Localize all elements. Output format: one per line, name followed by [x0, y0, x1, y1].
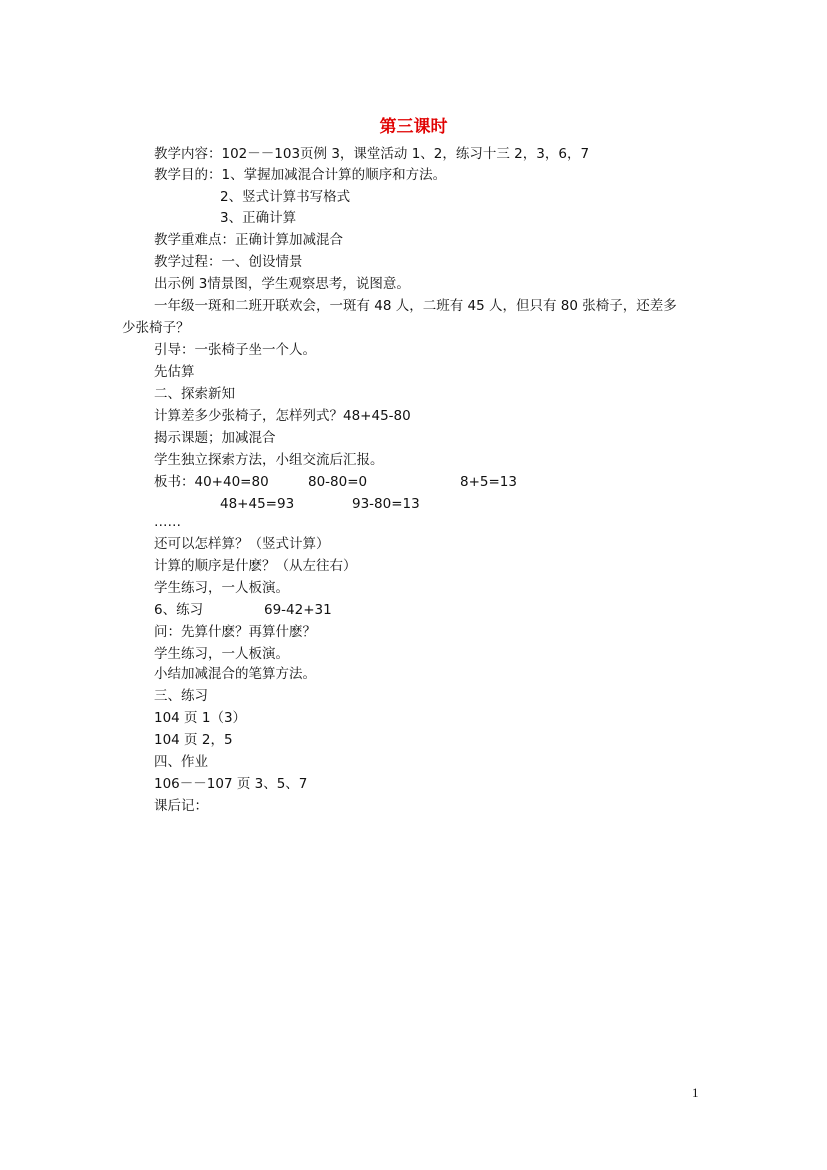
teaching-goal-2: 2、竖式计算书写格式	[220, 189, 351, 205]
section-homework: 四、作业	[154, 754, 208, 770]
page-title: 第三课时	[379, 117, 448, 137]
exercise-6: 6、练习	[154, 602, 204, 618]
teaching-goal-3: 3、正确计算	[220, 210, 297, 226]
ellipsis: ……	[154, 514, 181, 530]
estimate: 先估算	[154, 364, 195, 380]
reveal-topic: 揭示课题；加减混合	[154, 430, 276, 446]
after-class-notes: 课后记：	[154, 798, 208, 814]
other-method: 还可以怎样算？（竖式计算）	[154, 536, 330, 552]
calc-order: 计算的顺序是什麽？（从左往右）	[154, 558, 357, 574]
section-explore: 二、探索新知	[154, 386, 235, 402]
exercise-6-expr: 69-42+31	[264, 602, 332, 618]
practice-item-1: 104 页 1（3）	[154, 710, 247, 726]
problem-text: 一年级一斑和二班开联欢会，一斑有 48 人，二班有 45 人，但只有 80 张椅子，还差多	[154, 298, 677, 314]
problem-text-cont: 少张椅子？	[122, 320, 190, 336]
page-number: 1	[692, 1085, 699, 1100]
student-practice-2: 学生练习，一人板演。	[154, 646, 289, 662]
student-practice: 学生练习，一人板演。	[154, 580, 289, 596]
question-order: 问：先算什麽？再算什麽？	[154, 624, 316, 640]
board-calc-2: 80-80=0	[308, 474, 368, 490]
summary: 小结加减混合的笔算方法。	[154, 666, 316, 682]
formula-question: 计算差多少张椅子，怎样列式？48+45-80	[154, 408, 411, 424]
teaching-goal: 教学目的：1、掌握加减混合计算的顺序和方法。	[154, 167, 447, 183]
show-example: 出示例 3情景图，学生观察思考，说图意。	[154, 276, 410, 292]
practice-item-2: 104 页 2，5	[154, 732, 233, 748]
process-heading: 教学过程：一、创设情景	[154, 254, 303, 270]
key-difficulty: 教学重难点：正确计算加减混合	[154, 232, 343, 248]
section-practice: 三、练习	[154, 688, 208, 704]
board-calc-3: 8+5=13	[460, 474, 517, 490]
guidance: 引导：一张椅子坐一个人。	[154, 342, 316, 358]
board-writing: 板书：40+40=80	[154, 474, 269, 490]
homework-item: 106－－107 页 3、5、7	[154, 776, 308, 792]
board-calc-4: 48+45=93	[220, 496, 295, 512]
teaching-content: 教学内容：102－－103页例 3，课堂活动 1、2，练习十三 2，3，6，7	[154, 146, 590, 162]
independent-explore: 学生独立探索方法，小组交流后汇报。	[154, 452, 384, 468]
board-calc-5: 93-80=13	[352, 496, 420, 512]
